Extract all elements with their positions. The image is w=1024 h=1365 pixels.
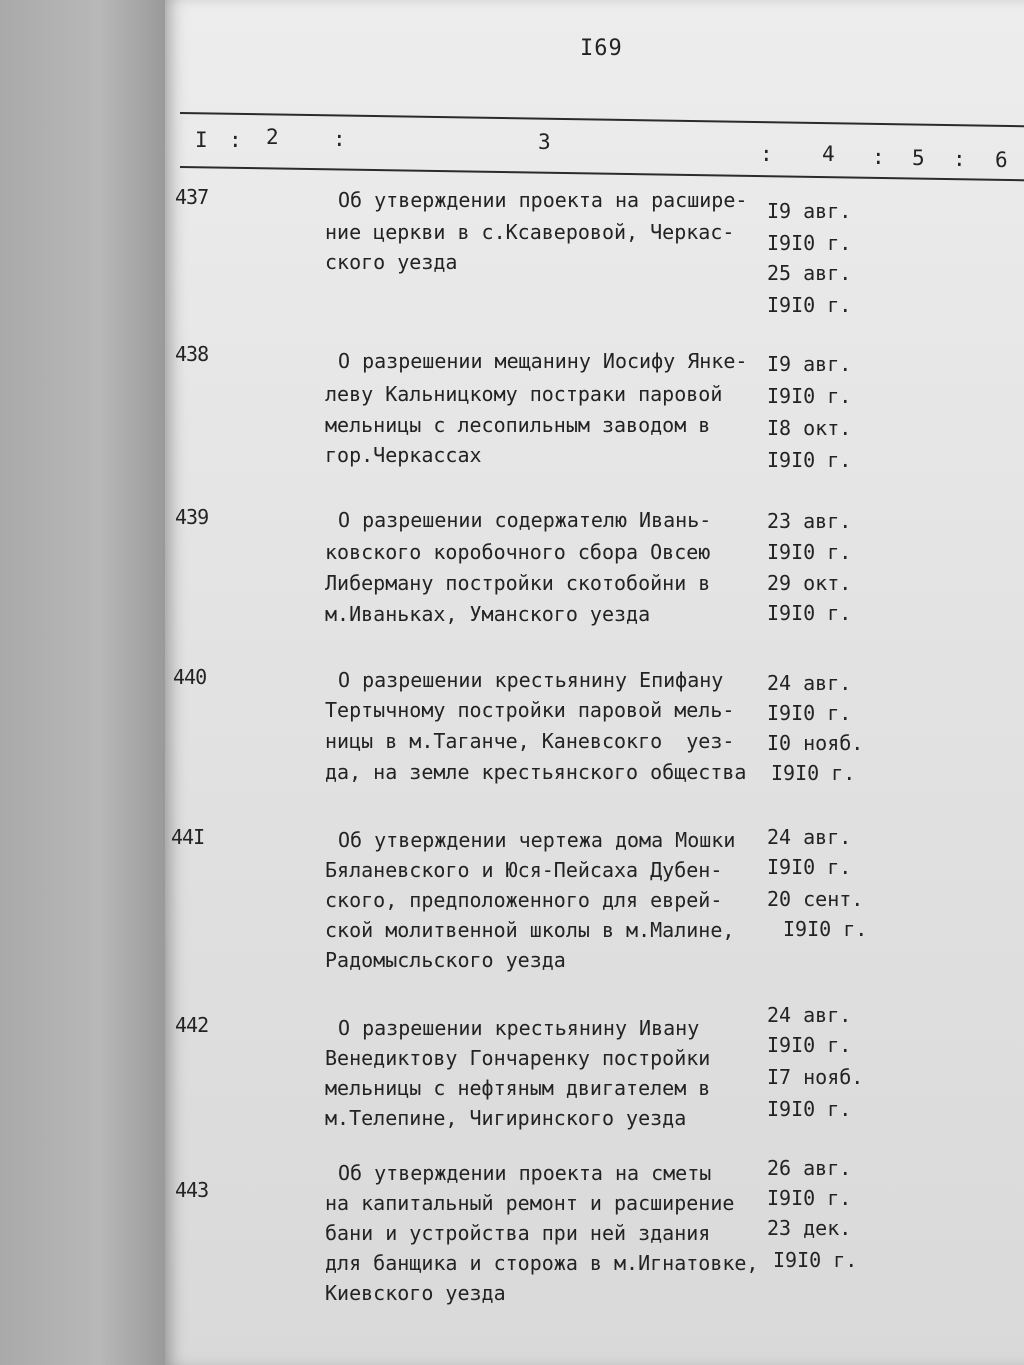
entry-text-line: мельницы с лесопильным заводом в [325, 413, 711, 437]
entry-text-line: ской молитвенной школы в м.Малине, [325, 918, 735, 942]
entry-text-line: О разрешении крестьянину Епифану [338, 668, 724, 692]
entry-text-line: Об утверждении проекта на сметы [338, 1161, 712, 1185]
entry-text-line: мельницы с нефтяным двигателем в [325, 1076, 711, 1100]
entry-date: I9I0 г. [767, 701, 852, 725]
entry-date: I9I0 г. [767, 1033, 852, 1057]
column-separator: : [333, 127, 346, 151]
entry-date: I9I0 г. [767, 540, 852, 564]
entry-date: 24 авг. [767, 825, 852, 849]
previous-page-edge [0, 0, 165, 1365]
document-page [165, 0, 1024, 1365]
column-separator: : [760, 142, 773, 166]
entry-text-line: Венедиктову Гончаренку постройки [325, 1046, 711, 1070]
entry-text-line: Об утверждении чертежа дома Мошки [338, 828, 736, 852]
entry-text-line: гор.Черкассах [325, 443, 482, 467]
column-header-4: 4 [822, 142, 835, 166]
entry-date: I9 авг. [767, 199, 852, 223]
entry-date: 23 авг. [767, 509, 852, 533]
entry-number: 437 [175, 185, 209, 209]
entry-date: 24 авг. [767, 671, 852, 695]
entry-text-line: леву Кальницкому постраки паровой [325, 382, 723, 406]
page-number: I69 [580, 36, 623, 61]
entry-date: 29 окт. [767, 571, 852, 595]
entry-text-line: м.Телепине, Чигиринского уезда [325, 1106, 687, 1130]
entry-text-line: на капитальный ремонт и расширение [325, 1191, 735, 1215]
entry-text-line: Об утверждении проекта на расшире- [338, 188, 748, 212]
entry-text-line: ковского коробочного сбора Овсею [325, 540, 711, 564]
entry-number: 439 [175, 505, 209, 529]
column-header-5: 5 [912, 146, 925, 170]
header-rule-top [180, 112, 1024, 127]
entry-date: I9I0 г. [767, 384, 852, 408]
entry-date: 23 дек. [767, 1216, 852, 1240]
entry-date: I0 нояб. [767, 731, 864, 755]
entry-date: I9I0 г. [767, 293, 852, 317]
column-separator: : [872, 145, 885, 169]
entry-date: I7 нояб. [767, 1065, 864, 1089]
entry-date: 25 авг. [767, 261, 852, 285]
entry-text-line: для банщика и сторожа в м.Игнатовке, [325, 1251, 759, 1275]
entry-date: I9I0 г. [767, 855, 852, 879]
entry-date: I8 окт. [767, 416, 852, 440]
entry-date: I9I0 г. [783, 917, 868, 941]
entry-text-line: Радомысльского уезда [325, 948, 566, 972]
entry-text-line: Бяланевского и Юся-Пейсаха Дубен- [325, 858, 723, 882]
entry-text-line: да, на земле крестьянского общества [325, 760, 747, 784]
entry-date: 20 сент. [767, 887, 864, 911]
entry-date: 26 авг. [767, 1156, 852, 1180]
entry-date: I9 авг. [767, 352, 852, 376]
entry-text-line: Тертычному постройки паровой мель- [325, 698, 735, 722]
entry-text-line: О разрешении крестьянину Ивану [338, 1016, 700, 1040]
header-rule-bottom [180, 166, 1024, 181]
entry-number: 442 [175, 1013, 209, 1037]
column-header-3: 3 [538, 130, 551, 154]
entry-text-line: бани и устройства при ней здания [325, 1221, 711, 1245]
entry-date: I9I0 г. [767, 448, 852, 472]
entry-date: I9I0 г. [773, 1248, 858, 1272]
entry-text-line: м.Иванькax, Уманского уезда [325, 602, 651, 626]
entry-text-line: Киевского уезда [325, 1281, 506, 1305]
column-header-1: I [195, 128, 208, 152]
entry-number: 443 [175, 1178, 209, 1202]
entry-text-line: Либерману постройки скотобойни в [325, 571, 711, 595]
entry-number: 440 [173, 665, 207, 689]
entry-date: I9I0 г. [767, 1097, 852, 1121]
entry-text-line: ницы в м.Таганче, Каневсокго уез- [325, 729, 735, 753]
column-separator: : [953, 147, 966, 171]
entry-date: 24 авг. [767, 1003, 852, 1027]
entry-date: I9I0 г. [767, 231, 852, 255]
entry-text-line: ние церкви в с.Ксаверовой, Черкас- [325, 220, 735, 244]
entry-date: I9I0 г. [767, 601, 852, 625]
column-separator: : [229, 128, 242, 152]
entry-text-line: ского, предположенного для еврей- [325, 888, 723, 912]
entry-text-line: О разрешении содержателю Ивань- [338, 508, 712, 532]
entry-text-line: ского уезда [325, 250, 458, 274]
entry-text-line: О разрешении мещанину Иосифу Янке- [338, 349, 748, 373]
entry-date: I9I0 г. [771, 761, 856, 785]
column-header-2: 2 [266, 125, 279, 149]
column-header-6: 6 [995, 148, 1008, 172]
entry-number: 438 [175, 342, 209, 366]
entry-date: I9I0 г. [767, 1186, 852, 1210]
entry-number: 44I [171, 825, 205, 849]
